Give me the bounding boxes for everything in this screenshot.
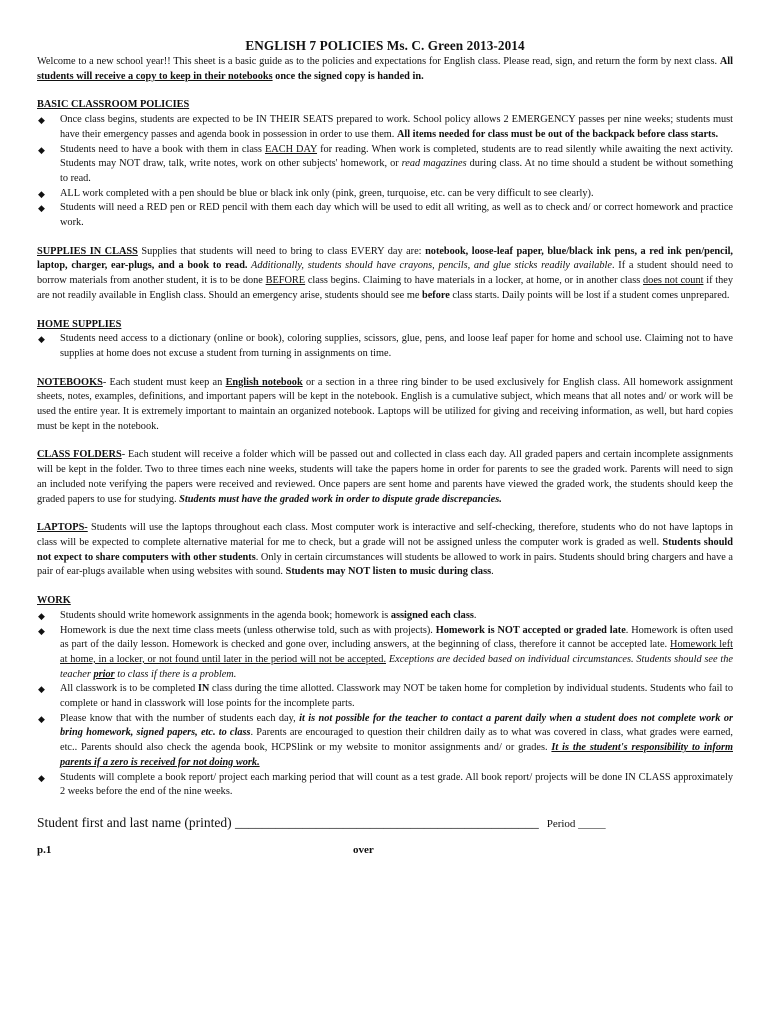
home-supplies-heading: HOME SUPPLIES [37, 318, 122, 330]
folders-heading: CLASS FOLDERS [37, 449, 122, 461]
bullet-icon: ◆ [38, 684, 45, 695]
bullet-icon: ◆ [38, 334, 45, 345]
item-bold: IN [197, 683, 210, 695]
para-text: class begins. Claiming to have materials in a locker, at home, or in another class [305, 275, 644, 287]
notebooks-paragraph [37, 376, 733, 435]
item-text: Students will complete a book report/ project each marking period that will count as a test grade. All book report/ projects will be done IN CLASS approximately 2 weeks before the end of the nine weeks. [60, 771, 733, 798]
supplies-heading: SUPPLIES IN CLASS [37, 245, 138, 257]
item-bold: assigned each class [390, 609, 474, 621]
list-item [37, 201, 733, 230]
para-text: Students will use the laptops throughout each class. Most computer work is interactive and self-checking, therefore, students who do not have laptops in class will be expected to complete alternative material for me to check, but a grade will not be assigned unless the computer work is graded as well. [37, 522, 733, 548]
item-bold: Homework is NOT accepted or graded late [435, 624, 626, 636]
list-item [37, 771, 733, 800]
item-italic: Exceptions are decided based on individual circumstances. Students should see the teacher [60, 653, 733, 680]
folders-paragraph [37, 448, 733, 507]
list-item [37, 609, 733, 624]
item-text: Homework is due the next time class meets (unless otherwise told, such as with projects). [60, 624, 436, 636]
item-text: Students need to have a book with them in class [60, 143, 265, 155]
item-text: Students will need a RED pen or RED pencil with them each day which will be used to edit all writing, as well as to check and/ or correct homework and practice work. [60, 202, 733, 229]
item-text: . Homework is often used as part of the daily lesson. Homework is checked and gone over, including answers, at the beginning of class, therefore it cannot be accepted late. [60, 624, 733, 651]
para-text: - Each student will receive a folder which will be passed out and collected in class each day. All graded papers and certain incomplete assignments will be kept in the folder. Two to three times each nine weeks, students will take the papers home in order for parents to see the graded work. Parents will need to sign an included note verifying the papers were received and reviewed. Once papers are sent home and parents have viewed the graded work, the students should keep the graded papers to use for studying. [37, 449, 733, 505]
page-title: ENGLISH 7 POLICIES Ms. C. Green 2013-2014 [245, 38, 525, 53]
item-bold-italic-underline: It is the student's responsibility to inform parents if a zero is received for not doing work. [60, 742, 733, 768]
para-bold-underline: English notebook [225, 376, 303, 388]
bullet-icon: ◆ [38, 772, 45, 783]
item-text: . Parents are encouraged to question their children daily as to what was covered in class, what grades were earned, etc.. Parents should also check the agenda book, HCPSlink or my website to monitor assignments and/ or grades. [60, 727, 733, 754]
para-bold-italic: Students must have the graded work in order to dispute grade discrepancies. [179, 493, 502, 505]
para-text: Supplies that students will need to bring to class EVERY day are: [137, 245, 426, 257]
item-text: for reading. When work is completed, students are to read silently while awaiting the next activity. Students may NOT draw, talk, write notes, work on other subjects' homework, or [60, 143, 733, 170]
notebooks-heading: NOTEBOOKS [37, 376, 103, 388]
home-supplies-section [37, 318, 733, 362]
para-bold: Students may NOT listen to music during class [285, 566, 492, 578]
policy-content [37, 37, 733, 863]
intro-text: Welcome to a new school year!! This sheet is a basic guide as to the policies and expectations for English class. Please read, sign, and return the form by next class. [37, 56, 720, 67]
supplies-paragraph [37, 245, 733, 304]
list-item [37, 332, 733, 361]
para-bold: before [421, 289, 450, 301]
para-text: . Only in certain circumstances will students be allowed to work in pairs. Students should bring chargers and have a pair of ear-plugs available when using websites with sound. [37, 551, 733, 578]
item-text: ALL work completed with a pen should be blue or black ink only (pink, green, turquoise, etc. can be very difficult to see clearly). [60, 187, 594, 199]
bullet-icon: ◆ [38, 203, 45, 214]
intro-bold-underline: students will receive a copy to keep in their notebooks [37, 70, 273, 82]
item-bold: All items needed for class must be out of the backpack before class starts. [396, 128, 719, 140]
intro-bold: All [719, 56, 733, 67]
para-text: . [491, 566, 494, 578]
item-bold-italic-underline: prior [93, 668, 115, 680]
item-text: All classwork is to be completed [60, 683, 198, 695]
para-text: - Each student must keep an [102, 376, 226, 388]
list-item [37, 624, 733, 683]
home-supplies-list [37, 332, 733, 361]
item-italic: to class if there is a problem. [114, 668, 237, 680]
bullet-icon: ◆ [38, 144, 45, 155]
bullet-icon: ◆ [38, 188, 45, 199]
work-section [37, 594, 733, 800]
para-bold: Students should not expect to share computers with other students [37, 536, 734, 563]
para-text: class starts. Daily points will be lost if a student comes unprepared. [449, 289, 730, 301]
item-underline: Homework left at home, in a locker, or not found until later in the period will not be accepted. [60, 639, 733, 665]
laptops-paragraph [37, 521, 733, 580]
signature-line [37, 814, 733, 833]
basic-policies-heading: BASIC CLASSROOM POLICIES [37, 99, 190, 111]
page-number: p.1 [37, 843, 52, 856]
work-list [37, 609, 733, 800]
bullet-icon: ◆ [38, 610, 45, 621]
item-italic: read magazines [401, 158, 467, 170]
laptops-section [37, 521, 733, 580]
bullet-icon: ◆ [38, 115, 45, 126]
over-label: over [353, 843, 374, 856]
para-text: if they are not readily available in English class. Should an emergency arise, students should see me [37, 275, 734, 301]
item-bold-italic: it is not possible for the teacher to contact a parent daily when a student does not complete work or bring homework, signed papers, etc. to class [60, 712, 733, 739]
list-item [37, 712, 733, 771]
item-text: Students should write homework assignments in the agenda book; homework is [60, 609, 391, 621]
para-bold: notebook, loose-leaf paper, blue/black ink pens, a red ink pen/pencil, laptop, charger, ear-plugs, and a book to read. [37, 245, 734, 272]
item-text: Students need access to a dictionary (online or book), coloring supplies, scissors, glue, pens, and loose leaf paper for home and school use. Claiming not to have supplies at home does not excuse a student from turning in assignments on time. [60, 333, 733, 359]
intro-bold-tail: once the signed copy is handed in. [272, 70, 424, 82]
para-underline: BEFORE [265, 275, 306, 287]
item-text: during class. At no time should a student be without something to read. [60, 158, 733, 184]
laptops-heading: LAPTOPS- [37, 522, 88, 534]
bullet-icon: ◆ [38, 625, 45, 636]
item-underline: EACH DAY [264, 143, 318, 155]
intro-paragraph [37, 55, 733, 84]
para-italic: Additionally, students should have crayons, pencils, and glue sticks readily available [247, 260, 612, 272]
folders-section [37, 448, 733, 507]
student-name-field[interactable]: Student first and last name (printed) _____________________________________________ [37, 814, 539, 830]
page-footer [37, 843, 733, 863]
basic-policies-list [37, 113, 733, 231]
list-item [37, 187, 733, 202]
item-text: class during the time allotted. Classwork may NOT be taken home for completion by individual students. Students who fail to complete or hand in classwork will lose points for the incomplete parts. [60, 683, 733, 710]
item-text: . [473, 609, 477, 621]
list-item [37, 113, 733, 142]
list-item [37, 682, 733, 711]
list-item [37, 143, 733, 187]
item-text: Once class begins, students are expected to be IN THEIR SEATS prepared to work. School policy allows 2 EMERGENCY passes per nine weeks; students must have their emergency passes and agenda book in possession in order to use them. [60, 114, 733, 140]
supplies-section [37, 245, 733, 304]
work-heading: WORK [37, 595, 71, 607]
period-field[interactable]: Period _____ [546, 817, 606, 830]
para-text: or a section in a three ring binder to be used exclusively for English class. All homework assignment sheets, notes, examples, definitions, and important papers will be kept in the notebook. English is a cumulative subject, which means that all notes and/ or work will be used the entire year. It is extremely important to maintain an organized notebook. Laptops will be utilized for giving and receiving information, as well, but hard copies must be kept in the notebook. [37, 376, 733, 432]
para-text: . If a student should need to borrow materials from another student, it is to be done [37, 260, 733, 287]
notebooks-section [37, 376, 733, 435]
bullet-icon: ◆ [38, 713, 45, 724]
item-text: Please know that with the number of students each day, [60, 712, 300, 724]
basic-policies-section [37, 98, 733, 230]
para-underline: does not count [643, 275, 704, 287]
